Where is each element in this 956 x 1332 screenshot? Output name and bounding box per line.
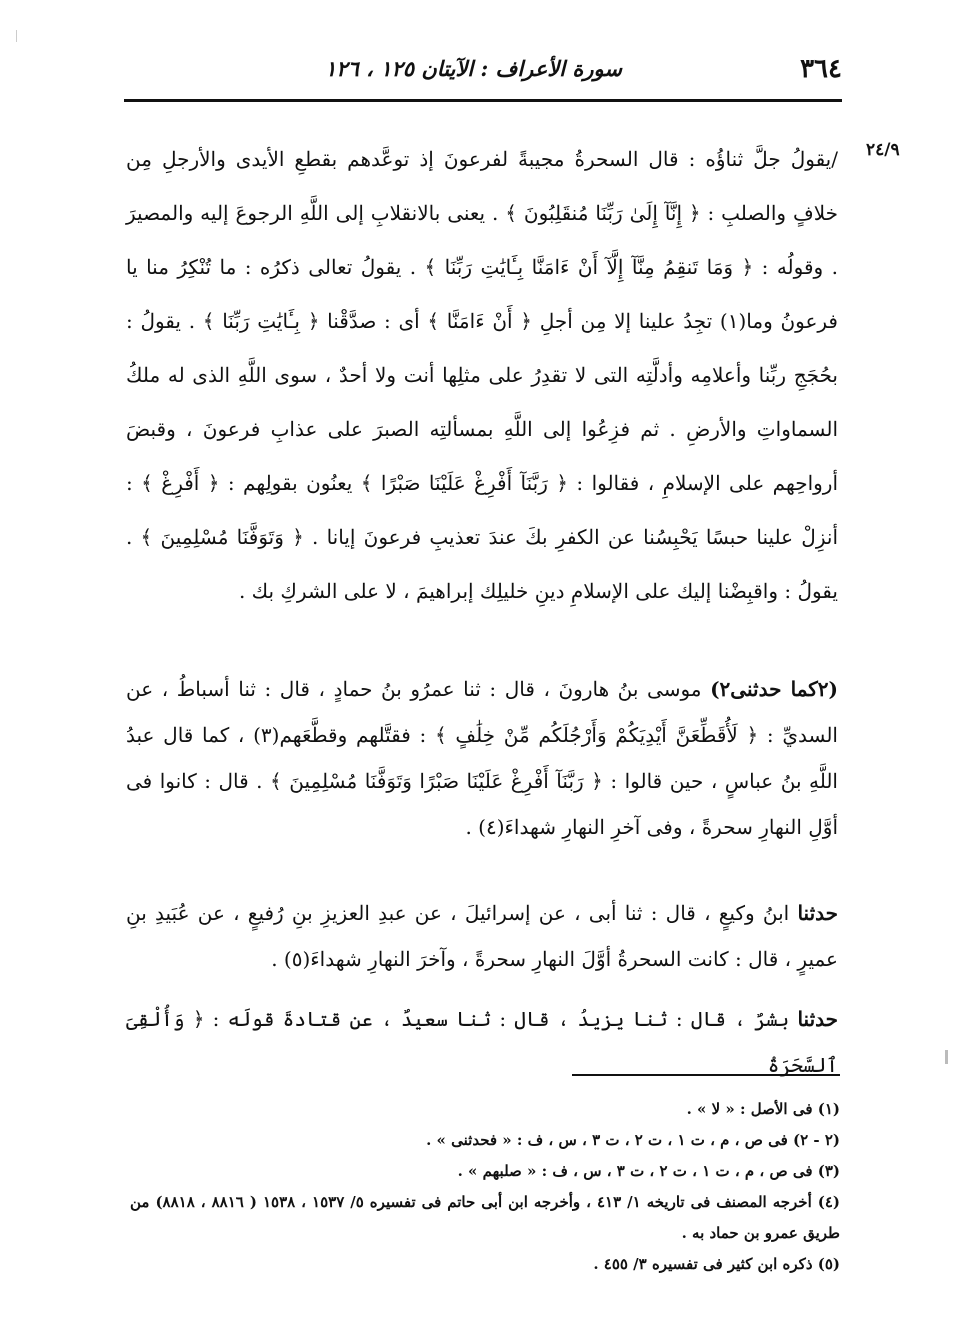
footnote: (٤) أخرجه المصنف فى تاريخه ١/ ٤١٣ ، وأخرجه ابن أبى حاتم فى تفسيره ٥/ ١٥٣٧ ، ١٥٣٨ ( ٨٨١٦ ، ٨٨١٨) من طريق عمرو بن حماد به .: [130, 1193, 841, 1242]
footnote: (٥) ذكره ابن كثير فى تفسيره ٣/ ٤٥٥ .: [593, 1255, 840, 1273]
footnote: (٢ - ٢) فى ص ، م ، ت ١ ، ت ٢ ، ت ٣ ، س ، ف : « فحدثنى » .: [426, 1131, 840, 1149]
paragraph: [126, 132, 838, 664]
scan-edge-mark: [945, 1050, 948, 1064]
footnotes: [130, 1094, 840, 1280]
paragraph: [126, 666, 838, 880]
running-title: سورة الأعراف : الآيتان ١٢٥ ، ١٢٦: [324, 56, 622, 81]
margin-reference: ٢٤/٩: [866, 140, 900, 160]
main-text: [126, 132, 838, 1077]
paragraph-text: موسى بنُ هارونَ ، قال : ثنا عمرُو بنُ حمادٍ ، قال : ثنا أسباطُ ، عن السديِّ : ﴿ لَأُقَطِّعَنَّ أَيْدِيَكُمْ وَأَرْجُلَكُم مِّنْ خِلَٰفٍ ﴾ : فقتَّلهم وقطَّعَهم(٣) ، كما قال عبدُ اللَّهِ بنُ عباسٍ ، حين قالوا : ﴿ رَبَّنَآ أَفْرِغْ عَلَيْنَا صَبْرًا وَتَوَفَّنَا مُسْلِمِينَ ﴾ . قال : كانوا فى أوَّلِ النهارِ سحرةً ، وفى آخرِ النهارِ شهداءَ(٤) .: [126, 677, 838, 839]
paragraph-lead: حدثنا: [797, 901, 838, 925]
paragraph-text: ابنُ وكيعٍ ، قال : ثنا أبى ، عن إسرائيلَ ، عن عبدِ العزيزِ بنِ رُفيعٍ ، عن عُبَيدِ بنِ عميرٍ ، قال : كانت السحرةُ أوَّلَ النهارِ سحرةً ، وآخرَ النهارِ شهداءَ(٥) .: [126, 901, 838, 971]
paragraph: [126, 996, 838, 1077]
footnote-rule: [572, 1074, 840, 1076]
paragraph-text: /يقولُ جلَّ ثناؤُه : قال السحرةُ مجيبةً لفرعونَ إذ توعَّدهم بقطعِ الأيدى والأرجلِ مِن خلافٍ والصلبِ : ﴿ إِنَّآ إِلَىٰ رَبِّنَا مُنقَلِبُونَ ﴾ . يعنى بالانقلابِ إلى اللَّهِ الرجوعَ إليه والمصيرَ . وقولُه : ﴿ وَمَا تَنقِمُ مِنَّآ إِلَّآ أَنْ ءَامَنَّا بِـَٔايَٰتِ رَبِّنَا ﴾ . يقولُ تعالى ذكرُه : ما تُنْكِرُ منا يا فرعونُ وما(١) تجِدُ علينا إلا مِن أجلِ ﴿ أَنْ ءَامَنَّا ﴾ أى : صدَّقْنا ﴿ بِـَٔايَٰتِ رَبِّنَا ﴾ . يقولُ : بحُجَجِ ربِّنا وأعلامِه وأدلَّتِه التى لا تقدِرُ على مثلِها أنت ولا أحدٌ ، سوى اللَّهِ الذى له ملكُ السماواتِ والأرضِ . ثم فزِعُوا إلى اللَّهِ بمسألتِه الصبرَ على عذابِ فرعونَ ، وقبضَ أرواحِهم على الإسلامِ ، فقالوا : ﴿ رَبَّنَآ أَفْرِغْ عَلَيْنَا صَبْرًا ﴾ يعنُون بقولِهم : ﴿ أَفْرِغْ ﴾ : أنزِلْ علينا حبسًا يَحْبِسُنا عن الكفرِ بكَ عندَ تعذيبِ فرعونَ إيانا . ﴿ وَتَوَفَّنَا مُسْلِمِينَ ﴾ . يقولُ : واقبِضْنا إليك على الإسلامِ دينِ خليلِك إبراهيمَ ، لا على الشركِ بك .: [126, 147, 838, 603]
paragraph-text: بشرٌ ، قال : ثنا يزيدُ ، قال : ثنا سعيدٌ ، عن قتادةَ قولَه : ﴿ وَأُلْقِىَ ٱلسَّحَرَةُ: [126, 1007, 838, 1077]
paragraph-lead: (٢كما حدثنى٢): [710, 677, 838, 701]
footnote: (٣) فى ص ، م ، ت ١ ، ت ٢ ، ت ٣ ، س ، ف : « صلبهم » .: [457, 1162, 840, 1180]
footnote: (١) فى الأصل : « لا » .: [686, 1100, 840, 1118]
paragraph: [126, 890, 838, 990]
page-number: ٣٦٤: [800, 54, 842, 84]
running-header: [124, 50, 842, 96]
paragraph-lead: حدثنا: [797, 1007, 838, 1031]
scan-edge-mark: [16, 30, 17, 42]
header-rule: [124, 99, 842, 102]
